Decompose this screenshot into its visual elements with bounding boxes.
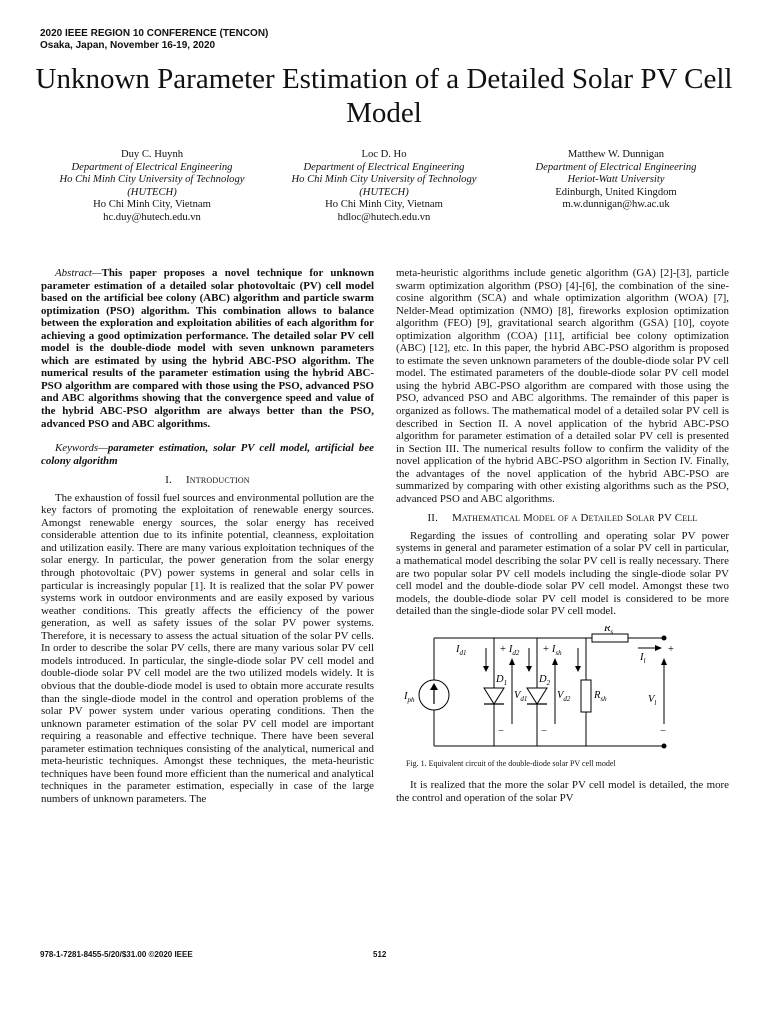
label-id1: $I_{d1}$ bbox=[456, 643, 467, 657]
label-il: $I_l$ bbox=[640, 651, 646, 665]
introduction-paragraph: The exhaustion of fossil fuel sources and environmental pollution are the key factors of promoting the exploitation of renewable energy sources. Amongst renewable energy sources, the solar energy has received considerable attention due to its infinite potential, cleanness, exploitation and utilization easily. There are many various exploitation techniques of the solar energy. In particular, the power generation from the solar energy through photovoltaic (PV) power systems in general and solar cells in particular is increasingly popular [1]. It is realized that the solar PV power systems work in outdoor environments and are easily exposed by various weather conditions. This greatly affects the efficiency of the power generation, as well as safety issues of the solar PV power systems. Therefore, it is necessary to assess the actual situation of the solar PV cells. In order to describe the solar PV cells, there are many various solar PV cell models introduced. In particular, the single-diode solar PV cell model and double-diode solar PV cell model are the two utilized models widely. It is obvious that the double-diode model is used to obtain more accurate results than the single-diode model in the control and operation problems of the solar PV power system under various operating conditions. Then the unknown parameter estimation of the solar PV cell model are important requiring a reasonable and effective technique. There have been several parameter estimation techniques consisting of the analytical, numerical and meta-heuristic techniques. Amongst these techniques, the meta-heuristic techniques have been found more efficient than the numerical and analytical techniques in the parameter estimation, especially in case of the large numbers of unknown parameters. The bbox=[41, 491, 374, 805]
author-email: hdloc@hutech.edu.vn bbox=[337, 211, 431, 223]
label-minus-d2: − bbox=[541, 725, 547, 737]
author-email: m.w.dunnigan@hw.ac.uk bbox=[562, 199, 670, 211]
author-2 bbox=[268, 149, 500, 225]
author-department: Department of Electrical Engineering bbox=[535, 161, 697, 173]
author-3 bbox=[500, 149, 732, 225]
model-paragraph: Regarding the issues of controlling and operating solar PV power systems in general and parameter estimation of a solar PV cell in particular, a mathematical model describing the solar PV cell is really necessary. There are two popular solar PV cell models including the single-diode solar PV cell model and the double-diode solar PV cell model. Amongst these two models, the double-diode solar PV cell model is considered to be more detailed than the single-diode solar PV cell model. bbox=[396, 529, 729, 618]
figure-caption: Fig. 1. Equivalent circuit of the double-diode solar PV cell model bbox=[406, 759, 616, 769]
model-paragraph-2: It is realized that the more the solar PV cell model is detailed, the more the control and operation of the solar PV bbox=[396, 779, 729, 804]
diode-d2-symbol bbox=[527, 688, 547, 704]
right-column bbox=[396, 267, 729, 804]
conference-name: 2020 IEEE REGION 10 CONFERENCE (TENCON) bbox=[40, 28, 269, 39]
abstract-lead: Abstract— bbox=[55, 267, 102, 279]
label-id2: + $I_{d2}$ bbox=[500, 643, 520, 657]
author-name: Loc D. Ho bbox=[361, 149, 407, 160]
label-vd1: $V_{d1}$ bbox=[514, 689, 528, 703]
section-heading-introduction bbox=[41, 474, 374, 487]
author-1 bbox=[36, 149, 268, 225]
label-plus-output: + bbox=[668, 643, 674, 655]
label-minus-d1: − bbox=[498, 725, 504, 737]
figure-1 bbox=[396, 626, 729, 758]
author-city: Edinburgh, United Kingdom bbox=[555, 186, 677, 198]
label-d2: $D_2$ bbox=[539, 673, 551, 687]
author-institution: Ho Chi Minh City University of Technology (HUTECH) bbox=[59, 174, 245, 198]
page-number: 512 bbox=[373, 950, 387, 959]
paper-title: Unknown Parameter Estimation of a Detailed Solar PV Cell Model bbox=[35, 63, 733, 129]
author-name: Duy C. Huynh bbox=[120, 149, 184, 160]
copyright-footer: 978-1-7281-8455-5/20/$31.00 ©2020 IEEE bbox=[40, 950, 193, 959]
author-name: Matthew W. Dunnigan bbox=[567, 149, 665, 160]
section-heading-model bbox=[396, 512, 729, 525]
label-minus-output: − bbox=[660, 725, 666, 737]
label-ish: + $I_{sh}$ bbox=[543, 643, 562, 657]
label-rsh: $R_{sh}$ bbox=[594, 689, 607, 703]
label-d1: $D_1$ bbox=[496, 673, 508, 687]
section-title: Mathematical Model of a Detailed Solar PV Cell bbox=[452, 512, 698, 525]
author-block bbox=[36, 149, 732, 225]
rsh-resistor bbox=[581, 680, 591, 712]
author-institution: Heriot-Watt University bbox=[567, 174, 665, 186]
introduction-continued-paragraph: meta-heuristic algorithms include genetic algorithm (GA) [2]-[3], particle swarm optimization algorithm (PSO) [4]-[6], the combination of the sine-cosine algorithm (SCA) and whale optimization algorithm (WOA) [7], Nelder-Mead optimization (NMO) [8], fireworks explosion optimization algorithm (FEO) [9], gravitational search algorithm (GSA) [10], coyote optimization algorithm (COA) [11], artificial bee colony optimization (ABC) [12], etc. In this paper, the hybrid ABC-PSO algorithm is proposed to estimate the seven unknown parameters of the double-diode solar PV cell model. The estimated parameters of the double-diode solar PV cell model using the hybrid ABC-PSO algorithm are compared with those using the PSO, advanced PSO and ABC algorithms. The remainder of this paper is organized as follows. The mathematical model of a detailed solar PV cell is described in Section II. A novel application of the hybrid ABC-PSO algorithm for parameter estimation of a detailed solar PV cell is presented in Section III. The numerical results follow to confirm the validity of the novel application of the hybrid ABC-PSO algorithm in Section IV. Finally, the advantages of the novel application of the hybrid ABC-PSO are summarized by comparing with other existing algorithms such as the PSO, advanced PSO and ABC algorithms. bbox=[396, 267, 729, 505]
label-vd2: $V_{d2}$ bbox=[557, 689, 571, 703]
keywords-lead: Keywords— bbox=[55, 442, 108, 455]
abstract bbox=[41, 267, 374, 430]
double-diode-circuit-diagram bbox=[396, 626, 729, 754]
author-department: Department of Electrical Engineering bbox=[71, 161, 233, 173]
abstract-text: This paper proposes a novel technique for unknown parameter estimation of a detailed solar photovoltaic (PV) cell model based on the artificial bee colony (ABC) algorithm and particle swarm optimization (PSO) algorithm. This combination allows to balance between the exploration and exploitation abilities of each algorithm for achieving a good optimization performance. The detailed solar PV cell model is the double-diode model with seven unknown parameters which are estimated by using the hybrid ABC-PSO algorithm. The numerical results of the parameter estimation using the hybrid ABC-PSO algorithm are compared with those using the PSO, advanced PSO and ABC algorithms showing that the convergence speed and value of the hybrid ABC-PSO algorithm are always better than the PSO, advanced PSO and ABC algorithms. bbox=[41, 267, 374, 430]
author-department: Department of Electrical Engineering bbox=[303, 161, 465, 173]
section-number: I. bbox=[165, 474, 172, 487]
label-vl: $V_l$ bbox=[648, 693, 657, 707]
author-institution: Ho Chi Minh City University of Technology (HUTECH) bbox=[291, 174, 477, 198]
keywords bbox=[41, 442, 374, 467]
diode-d1-symbol bbox=[484, 688, 504, 704]
conference-location: Osaka, Japan, November 16-19, 2020 bbox=[40, 40, 216, 51]
author-city: Ho Chi Minh City, Vietnam bbox=[325, 199, 443, 211]
author-email: hc.duy@hutech.edu.vn bbox=[103, 211, 201, 223]
author-city: Ho Chi Minh City, Vietnam bbox=[93, 199, 211, 211]
conference-header bbox=[40, 28, 268, 52]
keywords-text: parameter estimation, solar PV cell model, artificial bee colony algorithm bbox=[41, 442, 374, 467]
label-iph: $I_{ph}$ bbox=[404, 690, 415, 704]
left-column bbox=[41, 267, 374, 805]
section-number: II. bbox=[427, 512, 439, 525]
label-rs: $R_s$ bbox=[604, 625, 614, 636]
section-title: Introduction bbox=[185, 474, 250, 487]
